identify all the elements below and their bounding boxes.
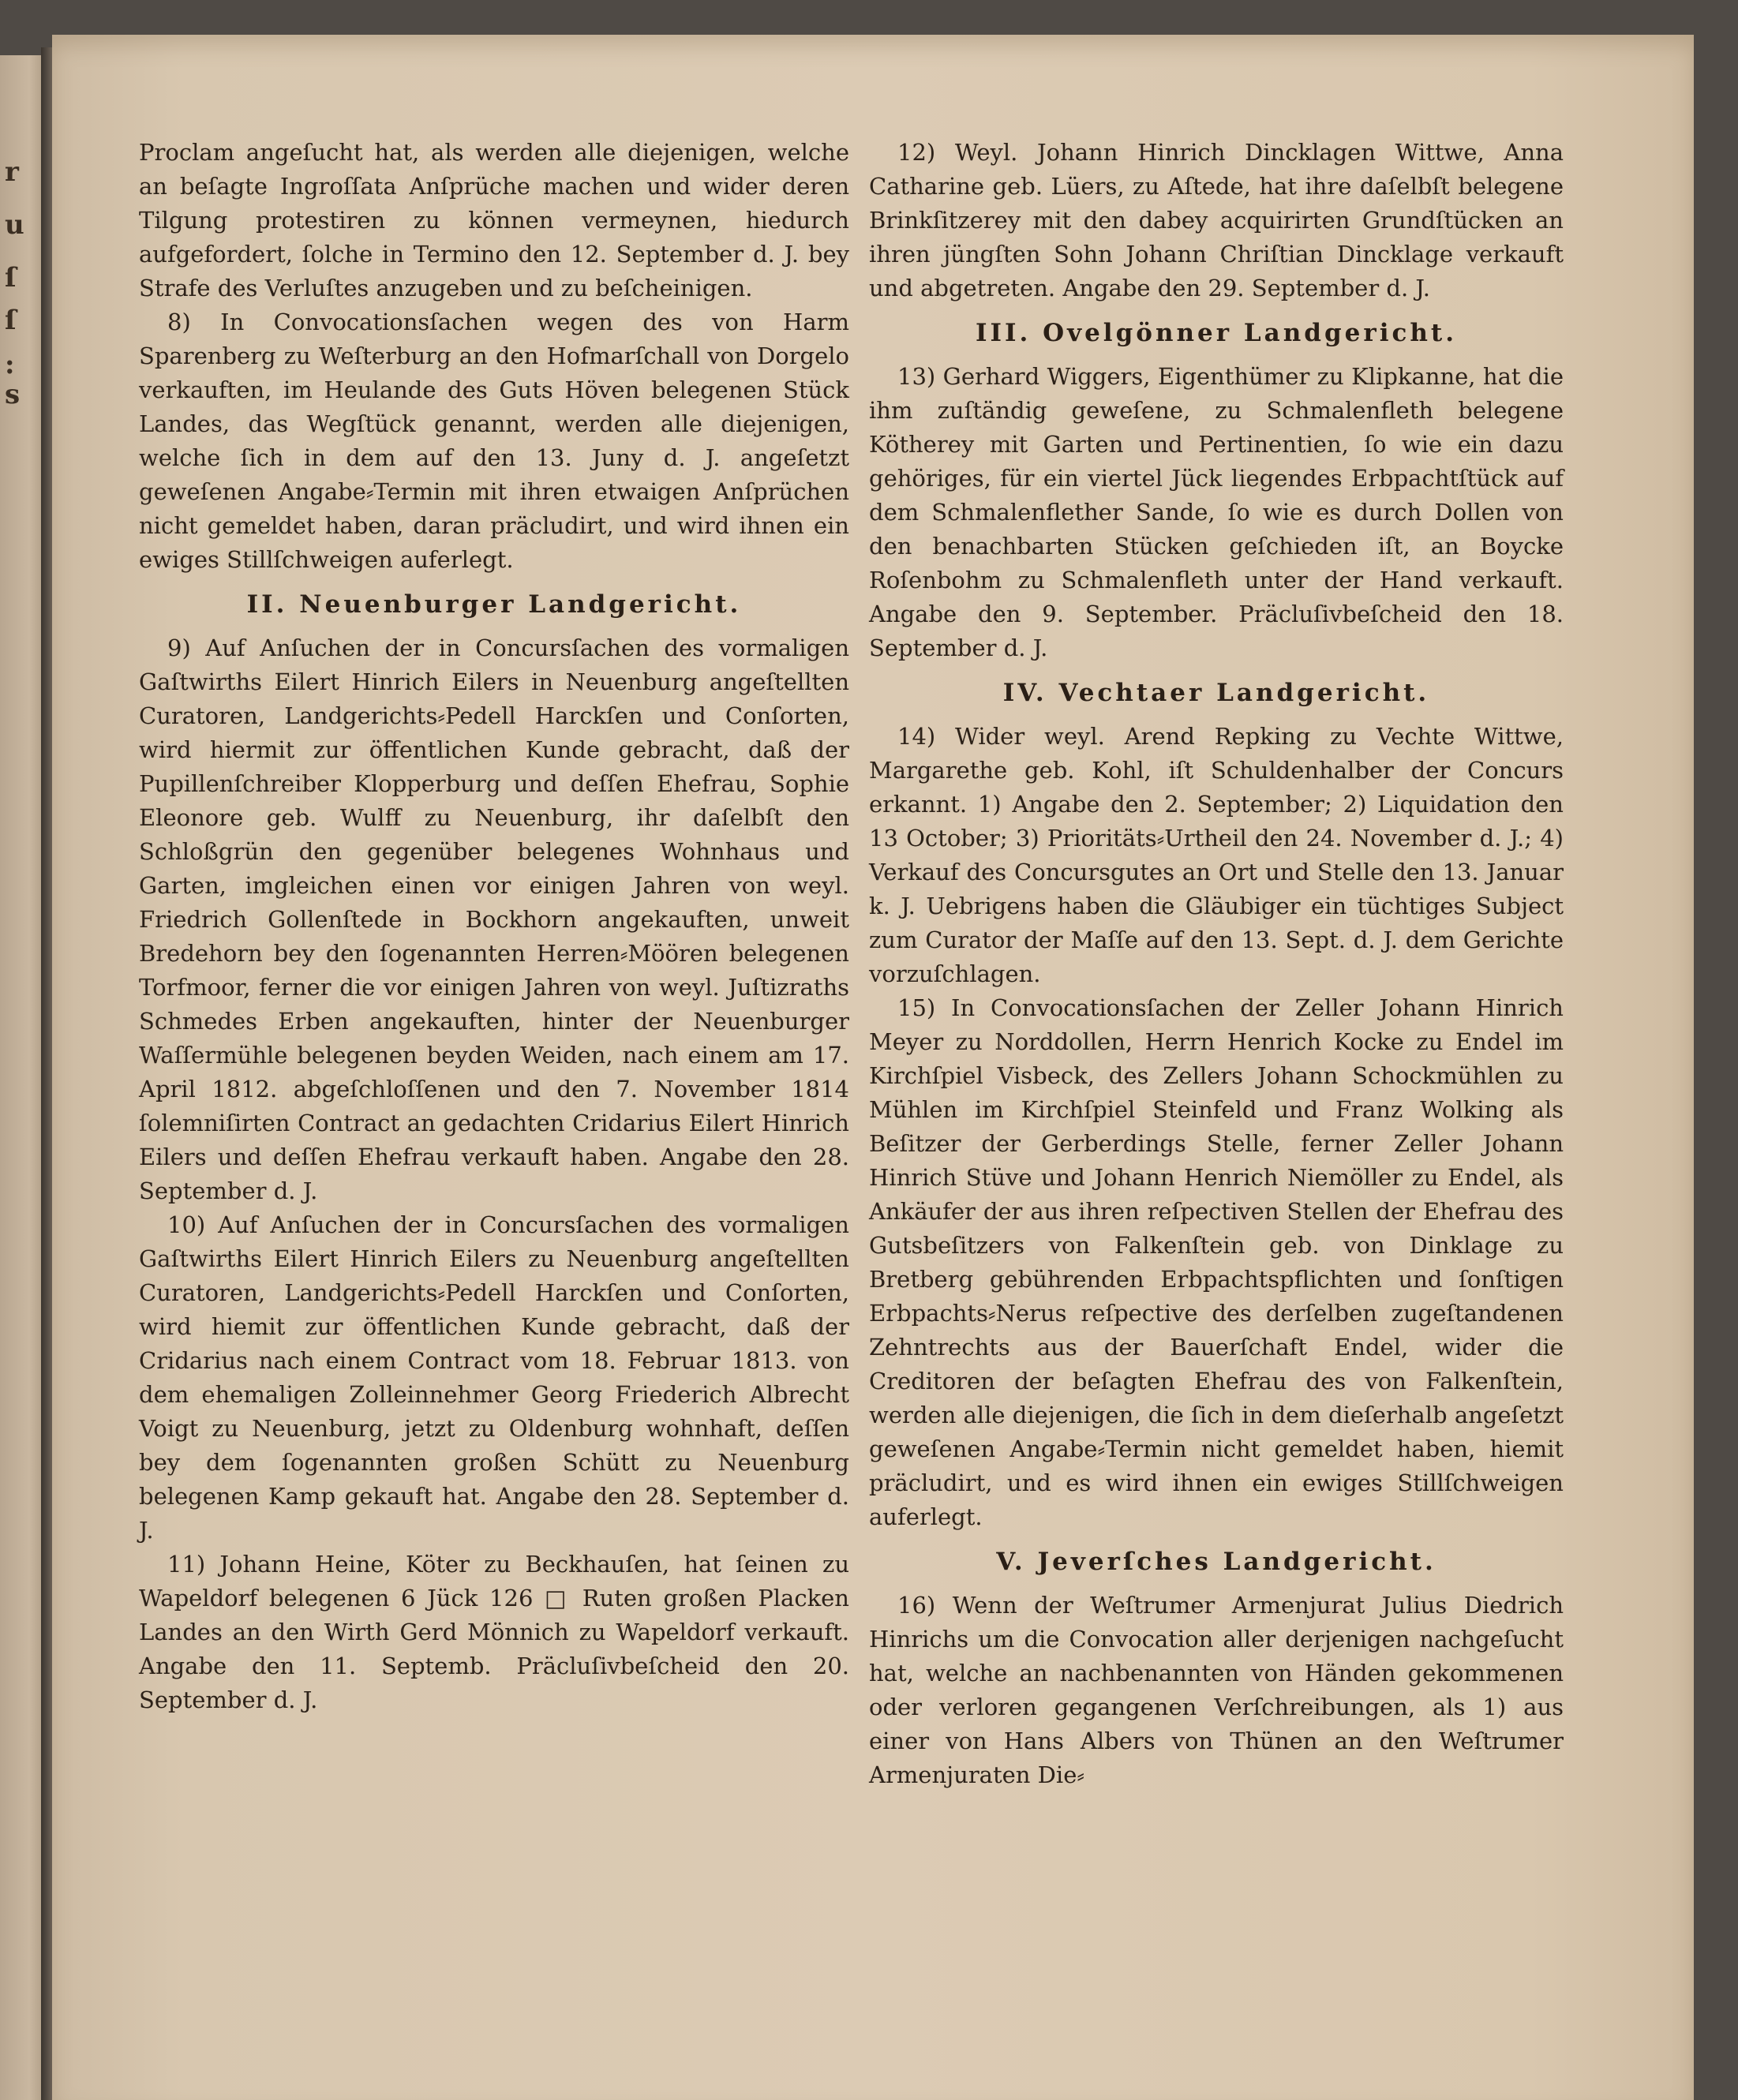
paragraph-15: 15) In Convocationsſachen der Zeller Johann Hinrich Meyer zu Norddollen, Herrn Henrich Kocke zu Endel im Kirchſpiel Visbeck, des Zellers Johann Schockmühlen zu Mühlen im Kirchſpiel Steinfeld und Franz Wolking als Beſitzer der Gerberdings Stelle, ferner Zeller Johann Hinrich Stüve und Johann Henrich Niemöller zu Endel, als Ankäufer der aus ihren reſpectiven Stellen der Ehefrau des Gutsbeſitzers von Falkenſtein geb. von Dinklage zu Bretberg gebührenden Erbpachtspflichten und ſonſtigen Erbpachts⸗Nerus reſpective des derſelben zugeſtandenen Zehntrechts aus der Bauerſchaft Endel, wider die Creditoren der beſagten Ehefrau des von Falkenſtein, werden alle diejenigen, die ſich in dem dieſerhalb angeſetzt geweſenen Angabe⸗Termin nicht gemeldet haben, hiemit präcludirt, und es wird ihnen ein ewiges Stillſchweigen auferlegt.	[869, 994, 1564, 1530]
paragraph-14: 14) Wider weyl. Arend Repking zu Vechte Wittwe, Margarethe geb. Kohl, iſt Schuldenhalber der Concurs erkannt. 1) Angabe den 2. September; 2) Liquidation den 13 October; 3) Prioritäts⸗Urtheil den 24. November d. J.; 4) Verkauf des Concursgutes an Ort und Stelle den 13. Januar k. J. Uebrigens haben die Gläubiger ein tüchtiges Subject zum Curator der Maſſe auf den 13. Sept. d. J. dem Gerichte vorzuſchlagen.	[869, 723, 1564, 987]
margin-letter: r	[5, 156, 19, 188]
paragraph-continuation: Proclam angeſucht hat, als werden alle diejenigen, welche an beſagte Ingroſſata Anſprüche machen und wider deren Tilgung protestiren zu können vermeynen, hiedurch aufgefordert, ſolche in Termino den 12. September d. J. bey Strafe des Verluſtes anzugeben und zu beſcheinigen.	[139, 139, 849, 301]
section-heading-vechta: IV. Vechtaer Landgericht.	[1002, 679, 1430, 707]
margin-letter: u	[5, 209, 24, 241]
page	[52, 35, 1694, 2100]
margin-letter: :	[5, 349, 15, 380]
margin-letter: s	[5, 379, 21, 410]
paragraph-10: 10) Auf Anſuchen der in Concursſachen des vormaligen Gaſtwirths Eilert Hinrich Eilers zu Neuenburg angeſtellten Curatoren, Landgerichts⸗Pedell Harckſen und Conſorten, wird hiemit zur öffentlichen Kunde gebracht, daß der Cridarius nach einem Contract vom 18. Februar 1813. von dem ehemaligen Zolleinnehmer Georg Friederich Albrecht Voigt zu Neuenburg, jetzt zu Oldenburg wohnhaft, deſſen bey dem ſogenannten großen Schütt zu Neuenburg belegenen Kamp gekauft hat. Angabe den 28. September d. J.	[139, 1211, 849, 1544]
paragraph-11: 11) Johann Heine, Köter zu Beckhauſen, hat ſeinen zu Wapeldorf belegenen 6 Jück 126 □ Ruten großen Placken Landes an den Wirth Gerd Mönnich zu Wapeldorf verkauft. Angabe den 11. Septemb. Präcluſivbeſcheid den 20. September d. J.	[139, 1551, 849, 1713]
margin-letter: ſ	[5, 305, 17, 336]
left-column	[139, 136, 849, 1717]
paragraph-9: 9) Auf Anſuchen der in Concursſachen des vormaligen Gaſtwirths Eilert Hinrich Eilers in Neuenburg angeſtellten Curatoren, Landgerichts⸗Pedell Harckſen und Conſorten, wird hiermit zur öffentlichen Kunde gebracht, daß der Pupillenſchreiber Klopperburg und deſſen Ehefrau, Sophie Eleonore geb. Wulff zu Neuenburg, ihr daſelbſt den Schloßgrün den gegenüber belegenes Wohnhaus und Garten, imgleichen einen vor einigen Jahren von weyl. Friedrich Gollenſtede in Bockhorn angekauften, unweit Bredehorn bey den ſogenannten Herren⸗Möören belegenen Torfmoor, ferner die vor einigen Jahren von weyl. Juſtizraths Schmedes Erben angekauften, hinter der Neuenburger Waſſermühle belegenen beyden Weiden, nach einem am 17. April 1812. abgeſchloſſenen und den 7. November 1814 ſolemniſirten Contract an gedachten Cridarius Eilert Hinrich Eilers und deſſen Ehefrau verkauft haben. Angabe den 28. September d. J.	[139, 634, 849, 1204]
section-heading-jever: V. Jeverſches Landgericht.	[996, 1548, 1436, 1576]
section-heading-ovelgoenne: III. Ovelgönner Landgericht.	[975, 319, 1457, 347]
section-heading-neuenburg: II. Neuenburger Landgericht.	[246, 590, 742, 619]
margin-letter: ſ	[5, 262, 17, 294]
paragraph-13: 13) Gerhard Wiggers, Eigenthümer zu Klipkanne, hat die ihm zuſtändig geweſene, zu Schmalenfleth belegene Kötherey mit Garten und Pertinentien, ſo wie ein dazu gehöriges, für ein viertel Jück liegendes Erbpachtſtück auf dem Schmalenflether Sande, ſo wie es durch Dollen von den benachbarten Stücken geſchieden iſt, an Boycke Roſenbohm zu Schmalenfleth unter der Hand verkauft. Angabe den 9. September. Präcluſivbeſcheid den 18. September d. J.	[869, 363, 1564, 661]
paragraph-16: 16) Wenn der Weſtrumer Armenjurat Julius Diedrich Hinrichs um die Convocation aller derjenigen nachgeſucht hat, welche an nachbenannten von Händen gekommenen oder verloren gegangenen Verſchreibungen, als 1) aus einer von Hans Albers von Thünen an den Weſtrumer Armenjuraten Die⸗	[869, 1592, 1564, 1788]
paragraph-12: 12) Weyl. Johann Hinrich Dincklagen Wittwe, Anna Catharine geb. Lüers, zu Aſtede, hat ihre daſelbſt belegene Brinkſitzerey mit den dabey acquirirten Grundſtücken an ihren jüngſten Sohn Johann Chriſtian Dincklage verkauft und abgetreten. Angabe den 29. September d. J.	[869, 139, 1564, 301]
right-column	[869, 136, 1564, 1792]
paragraph-8: 8) In Convocationsſachen wegen des von Harm Sparenberg zu Weſterburg an den Hofmarſchall von Dorgelo verkauften, im Heulande des Guts Höven belegenen Stück Landes, das Wegſtück genannt, werden alle diejenigen, welche ſich in dem auf den 13. Juny d. J. angeſetzt geweſenen Angabe⸗Termin mit ihren etwaigen Anſprüchen nicht gemeldet haben, daran präcludirt, und wird ihnen ein ewiges Stillſchweigen auferlegt.	[139, 309, 849, 573]
